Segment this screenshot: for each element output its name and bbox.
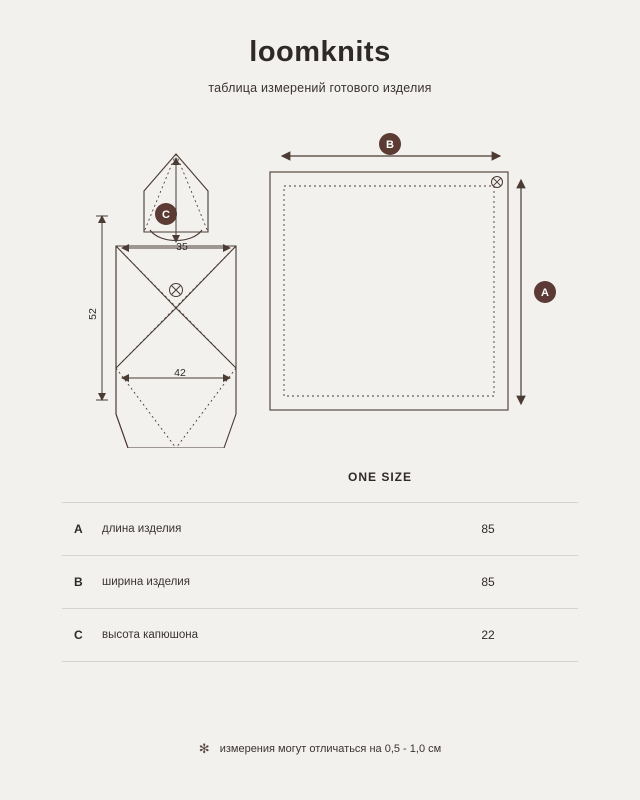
hood-width-value: 35 — [176, 241, 188, 253]
row-label: длина изделия — [102, 523, 182, 535]
asterisk-icon: ✻ — [198, 741, 210, 756]
row-key: B — [74, 575, 83, 589]
corner-knot-icon — [492, 177, 503, 188]
diagram-area — [0, 118, 640, 448]
row-label: ширина изделия — [102, 576, 190, 588]
total-height-arrow — [96, 216, 108, 400]
row-key: A — [74, 522, 83, 536]
center-knot-icon — [170, 284, 183, 297]
marker-a — [534, 281, 556, 303]
page-header — [0, 36, 640, 95]
row-key: C — [74, 628, 83, 642]
brand-title: loomknits — [249, 36, 391, 68]
bottom-width-value: 42 — [174, 367, 186, 379]
row-value: 22 — [481, 628, 495, 642]
total-height-value: 52 — [87, 308, 99, 320]
table-row — [62, 555, 578, 608]
row-value: 85 — [481, 522, 495, 536]
right-figure-outline — [270, 172, 508, 410]
table-row — [62, 502, 578, 555]
marker-c-label: C — [162, 209, 170, 221]
marker-a-label: A — [541, 287, 549, 299]
marker-b — [379, 133, 401, 155]
table-row — [62, 608, 578, 662]
page-subtitle: таблица измерений готового изделия — [208, 81, 432, 95]
footnote — [0, 742, 640, 755]
row-label: высота капюшона — [102, 629, 199, 641]
measurements-table — [62, 470, 578, 662]
footnote-text: измерения могут отличаться на 0,5 - 1,0 см — [219, 742, 442, 755]
marker-b-label: B — [386, 139, 394, 151]
marker-c — [155, 203, 177, 225]
row-value: 85 — [481, 575, 495, 589]
table-size-header: ONE SIZE — [347, 470, 412, 484]
